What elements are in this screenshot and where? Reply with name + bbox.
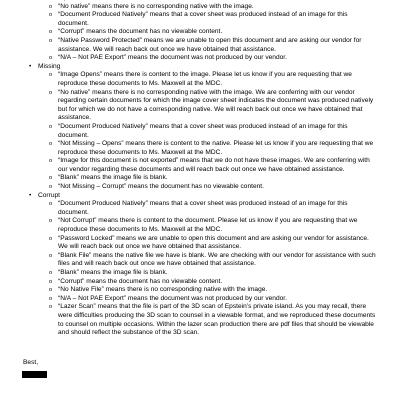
- list-item: o “No native” means there is no corresponding native with the image. We are conferring with our vendor regarding certain documents for which the image cover sheet indicates the document was produced natively but for which we do not have a corresponding native. We will reach back out once we have obtained that assistance.: [58, 89, 378, 123]
- list-item: o “Lazer Scan” means that the file is part of the 3D scan of Epstein’s private island. As you may recall, there were difficulties producing the 3D scan to counsel in a viewable format, and we reproduced these documents to counsel on multiple occasions. Within the lazer scan production there are pdf files that should be viewable and should reflect the substance of the 3D scan.: [58, 303, 378, 337]
- list-item: o “No Native File” means there is no corresponding native with the image.: [58, 286, 378, 295]
- list-item: o “Not Corrupt” means there is content to the document. Please let us know if you are requesting that we reproduce these documents to Ms. Maxwell at the MDC.: [58, 217, 378, 234]
- category-corrupt: [38, 192, 382, 338]
- list-item: o “Password Locked” means we are unable to open this document and are asking our vendor for assistance. We will reach back out once we have obtained that assistance.: [58, 235, 378, 252]
- list-item: o “Image Opens” means there is content to the image. Please let us know if you are requesting that we reproduce these documents to Ms. Maxwell at the MDC.: [58, 71, 378, 88]
- top-level-list: [38, 0, 382, 338]
- top-partial-bullet: [38, 0, 382, 63]
- list-item: o “Image for this document is not exported” means that we do not have these images. We are conferring with our vendor regarding these documents and will reach back out once we have obtained assistance.: [58, 157, 378, 174]
- list-item: o “Document Produced Natively” means that a cover sheet was produced instead of an image for this document.: [58, 123, 378, 140]
- list-item: o “Document Produced Natively” means that a cover sheet was produced instead of an image for this document.: [58, 200, 378, 217]
- closing-line: Best,: [23, 359, 39, 366]
- continued-sublist: [38, 0, 382, 63]
- list-item: o “Document Produced Natively” means that a cover sheet was produced instead of an image for this document.: [58, 11, 378, 28]
- category-missing: [38, 63, 382, 192]
- list-item: o “Blank File” means the native file we have is blank. We are checking with our vendor for assistance with such files and will reach back out once we have obtained that assistance.: [58, 252, 378, 269]
- list-item: o “Corrupt” means the document has no viewable content.: [58, 28, 378, 37]
- list-item: o “Blank” means the image file is blank.: [58, 269, 378, 278]
- list-item: o • “No native” means there is no corresponding native with the image.: [58, 3, 378, 12]
- redacted-signature: [22, 371, 47, 378]
- corrupt-sublist: [38, 200, 382, 338]
- category-label: • Corrupt: [38, 191, 60, 199]
- list-item: o “Native Password Protected” means we are unable to open this document and are asking our vendor for assistance. We will reach back out once we have obtained that assistance.: [58, 37, 378, 54]
- list-item: o “Not Missing – Corrupt” means the document has no viewable content.: [58, 183, 378, 192]
- list-item: o “Corrupt” means the document has no viewable content.: [58, 278, 378, 287]
- list-item: o “N/A – Not PAE Export” means the document was not produced by our vendor.: [58, 295, 378, 304]
- list-item: o “Not Missing – Opens” means there is content to the native. Please let us know if you are requesting that we reproduce these documents to Ms. Maxwell at the MDC.: [58, 140, 378, 157]
- list-item: o “Blank” means the image file is blank.: [58, 174, 378, 183]
- category-label: • Missing: [38, 62, 61, 70]
- missing-sublist: [38, 71, 382, 191]
- list-item: o “N/A – Not PAE Export” means the document was not produced by our vendor.: [58, 54, 378, 63]
